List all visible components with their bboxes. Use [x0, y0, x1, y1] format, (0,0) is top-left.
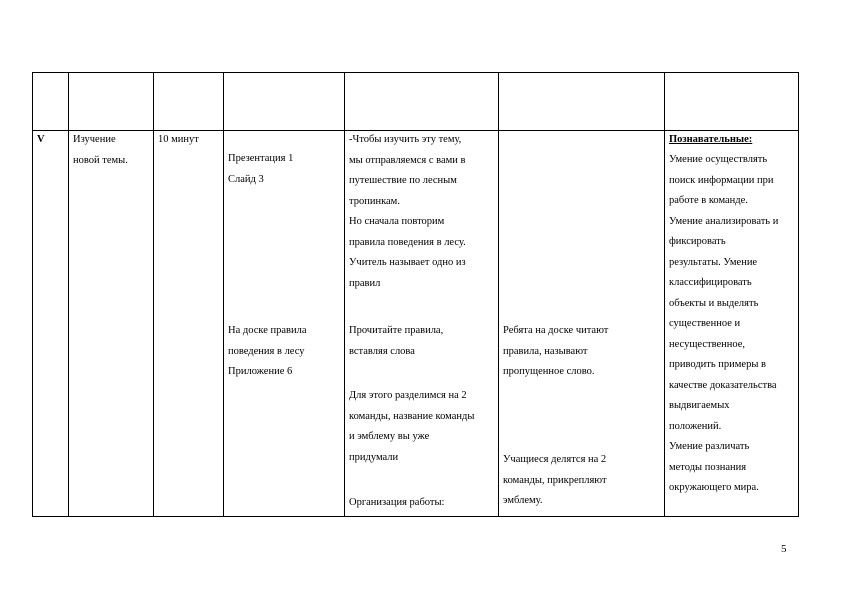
table-header-row	[33, 73, 799, 131]
duration-cell	[154, 131, 224, 517]
teacher-activity-organization: Организация работы:	[349, 497, 445, 508]
lesson-plan-table	[32, 72, 799, 517]
resources-board: На доске правила поведения в лесу Приложение 6	[228, 325, 307, 377]
competencies-cell	[665, 131, 799, 517]
page-number: 5	[781, 543, 787, 555]
empty-cell	[69, 73, 154, 131]
duration: 10 минут	[158, 134, 199, 145]
student-activity-cell	[499, 131, 665, 517]
table-row	[33, 131, 799, 517]
teacher-activity-read-rules: Прочитайте правила, вставляя слова	[349, 325, 444, 357]
empty-cell	[345, 73, 499, 131]
resources-cell	[224, 131, 345, 517]
stage-name-cell	[69, 131, 154, 517]
stage-number-cell	[33, 131, 69, 517]
empty-cell	[33, 73, 69, 131]
empty-cell	[224, 73, 345, 131]
empty-cell	[154, 73, 224, 131]
resources-presentation: Презентация 1 Слайд 3	[228, 153, 294, 185]
teacher-activity-cell	[345, 131, 499, 517]
empty-cell	[499, 73, 665, 131]
competencies-text: Умение осуществлять поиск информации при работе в команде. Умение анализировать и фиксировать результаты. Умение классифицировать объекты и выделять существенное и несущественное, приводить примеры в качестве доказательства выдвигаемых положений. Умение различать методы познания окружающего мира.	[669, 154, 779, 493]
student-activity-rules: Ребята на доске читают правила, называют пропущенное слово.	[503, 325, 609, 377]
student-activity-teams: Учащиеся делятся на 2 команды, прикрепляют эмблему.	[503, 454, 607, 506]
stage-name: Изучение новой темы.	[73, 134, 128, 166]
teacher-activity-intro: -Чтобы изучить эту тему, мы отправляемся с вами в путешествие по лесным тропинкам. Но сначала повторим правила поведения в лесу. Учитель называет одно из правил	[349, 134, 466, 289]
teacher-activity-teams: Для этого разделимся на 2 команды, название команды и эмблему вы уже придумали	[349, 390, 475, 463]
empty-cell	[665, 73, 799, 131]
competencies-heading: Познавательные:	[669, 134, 753, 145]
stage-number: V	[37, 134, 45, 145]
